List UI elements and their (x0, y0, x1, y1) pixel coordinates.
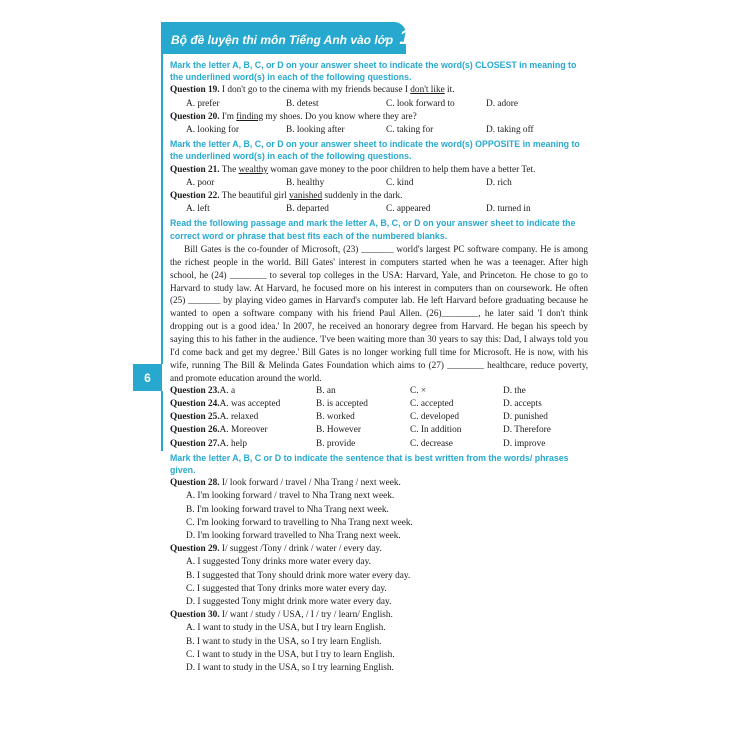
option-a: A. I want to study in the USA, but I try learn English. (186, 623, 386, 634)
question-24 (170, 398, 316, 411)
passage-text: Bill Gates is the co-founder of Microsoft, (23) _______ world's largest PC software company. He is among the richest people in the world. Bill Gates' interest in computers started when he was a teenager. After high school, he (24) ________ to several top colleges in the USA: Harvard, Yale, and Princeton. He chose to go to Harvard to study law. At Harvard, he focused more on his interest in computers than on coursework. He often (25) _______ by playing video games in Harvard's computer lab. He left Harvard before graduating because he wanted to open a software company with his friend Paul Allen. (26)________, he later said 'I don't think dropping out is a good idea.' In 2007, he received an honorary degree from Harvard. He began his speech by saying this to his father in the audience. 'I've been waiting more than 30 years to say this: Dad, I always told you I'd come back and get my degree.' Bill Gates is no longer working full time for Microsoft. He is now, with his wife, running The Bill & Melinda Gates Foundation which aims to (27) ________ healthcare, reduce poverty, and promote education around the world. (170, 243, 588, 383)
option-a: A. a (219, 385, 236, 396)
option-b: B. an (316, 385, 336, 396)
option-c: C. kind (386, 177, 414, 188)
option-d: D. punished (503, 412, 548, 423)
question-27 (170, 438, 316, 451)
option-c: C. taking for (386, 125, 434, 136)
option-c: C. developed (410, 412, 460, 423)
header-banner (161, 22, 423, 54)
option-a: A. I'm looking forward / travel to Nha Trang next week. (186, 491, 395, 502)
grade-number: 10 (399, 26, 423, 49)
question-text: I'm (219, 111, 237, 122)
section-instruction-sentence: Mark the letter A, B, C or D to indicate the sentence that is best written from the words/ phrases given. (170, 452, 569, 476)
question-19-options (170, 98, 588, 111)
underlined-word: vanished (289, 191, 323, 202)
margin-rule (161, 54, 163, 364)
option-b: B. worked (316, 412, 355, 423)
option-c: C. look forward to (386, 98, 455, 109)
margin-rule-lower (161, 391, 163, 451)
question-text: it. (444, 85, 455, 96)
section-instruction-closest: Mark the letter A, B, C, or D on your answer sheet to indicate the word(s) CLOSEST in meaning to the underlined word(s) in each of the following questions. (170, 60, 577, 83)
page-content (170, 58, 588, 675)
underlined-word: don't like (410, 85, 445, 96)
question-23 (170, 385, 316, 398)
question-prompt: I/ suggest /Tony / drink / water / every day. (219, 544, 382, 555)
option-a: A. poor (186, 177, 215, 188)
option-b: B. looking after (286, 125, 345, 136)
option-c: C. In addition (410, 425, 462, 436)
option-d: D. taking off (486, 125, 534, 136)
question-label: Question 23. (170, 385, 220, 396)
passage-questions-table (170, 385, 588, 451)
question-text: suddenly in the dark. (322, 191, 403, 202)
option-d: D. I suggested Tony might drink more water every day. (186, 597, 392, 608)
question-25 (170, 411, 316, 424)
question-text: I don't go to the cinema with my friends because I (219, 85, 411, 96)
option-d: D. improve (503, 438, 546, 449)
option-d: D. Therefore (503, 425, 551, 436)
question-29 (170, 543, 588, 556)
question-label: Question 28. (170, 478, 220, 489)
question-21 (170, 164, 588, 177)
question-text: The beautiful girl (219, 191, 290, 202)
question-prompt: I/ want / study / USA, / I / try / learn/ English. (219, 610, 393, 621)
question-19 (170, 84, 588, 97)
underlined-word: finding (236, 111, 264, 122)
section-instruction-passage: Read the following passage and mark the letter A, B, C, or D on your answer sheet to indicate the correct word or phrase that best fits each of the numbered blanks. (170, 218, 576, 241)
page-number: 6 (133, 364, 162, 391)
question-30 (170, 609, 588, 622)
option-c: C. I'm looking forward to travelling to Nha Trang next week. (186, 517, 413, 528)
book-title (171, 26, 423, 50)
question-label: Question 20. (170, 111, 220, 122)
book-title-text: Bộ đề luyện thi môn Tiếng Anh vào lớp (171, 33, 394, 47)
question-label: Question 26. (170, 425, 220, 436)
option-b: B. provide (316, 438, 356, 449)
option-a: A. prefer (186, 98, 220, 109)
question-22 (170, 190, 588, 203)
option-a: A. help (219, 438, 247, 449)
option-d: D. turned in (486, 204, 531, 215)
question-20 (170, 111, 588, 124)
question-20-options (170, 124, 588, 137)
option-d: D. I'm looking forward travelled to Nha Trang next week. (186, 531, 401, 542)
option-b: B. healthy (286, 177, 325, 188)
option-d: D. rich (486, 177, 512, 188)
reading-passage (170, 243, 588, 385)
question-label: Question 30. (170, 610, 220, 621)
option-c: C. I want to study in the USA, but I try to learn English. (186, 649, 395, 660)
question-22-options (170, 203, 588, 216)
option-a: A. looking for (186, 125, 239, 136)
question-label: Question 27. (170, 438, 220, 449)
question-label: Question 22. (170, 191, 220, 202)
option-d: D. the (503, 385, 526, 396)
option-b: B. However (316, 425, 361, 436)
option-c: C. I suggested that Tony drinks more water every day. (186, 583, 387, 594)
option-d: D. I want to study in the USA, so I try learning English. (186, 663, 394, 674)
option-c: C. accepted (410, 399, 454, 410)
question-text: my shoes. Do you know where they are? (263, 111, 417, 122)
option-d: D. accepts (503, 399, 542, 410)
option-d: D. adore (486, 98, 519, 109)
option-c: C. decrease (410, 438, 453, 449)
question-28 (170, 477, 588, 490)
question-prompt: I/ look forward / travel / Nha Trang / next week. (219, 478, 401, 489)
question-label: Question 24. (170, 399, 220, 410)
option-a: A. Moreover (219, 425, 268, 436)
question-label: Question 29. (170, 544, 220, 555)
option-b: B. detest (286, 98, 319, 109)
option-a: A. was accepted (219, 399, 281, 410)
option-b: B. is accepted (316, 399, 368, 410)
underlined-word: wealthy (238, 164, 268, 175)
question-text: The (219, 164, 239, 175)
option-b: B. I'm looking forward travel to Nha Trang next week. (186, 504, 389, 515)
option-b: B. I want to study in the USA, so I try learn English. (186, 636, 382, 647)
option-b: B. departed (286, 204, 329, 215)
question-text: woman gave money to the poor children to help them have a better Tet. (267, 164, 536, 175)
option-a: A. left (186, 204, 210, 215)
option-a: A. relaxed (219, 412, 259, 423)
question-21-options (170, 177, 588, 190)
option-a: A. I suggested Tony drinks more water every day. (186, 557, 371, 568)
option-c: C. appeared (386, 204, 431, 215)
question-label: Question 25. (170, 412, 220, 423)
question-label: Question 19. (170, 85, 220, 96)
question-26 (170, 424, 316, 437)
option-b: B. I suggested that Tony should drink more water every day. (186, 570, 411, 581)
option-c: C. × (410, 385, 427, 396)
question-label: Question 21. (170, 164, 220, 175)
section-instruction-opposite: Mark the letter A, B, C, or D on your answer sheet to indicate the word(s) OPPOSITE in meaning to the underlined word(s) in each of the following questions. (170, 139, 580, 162)
